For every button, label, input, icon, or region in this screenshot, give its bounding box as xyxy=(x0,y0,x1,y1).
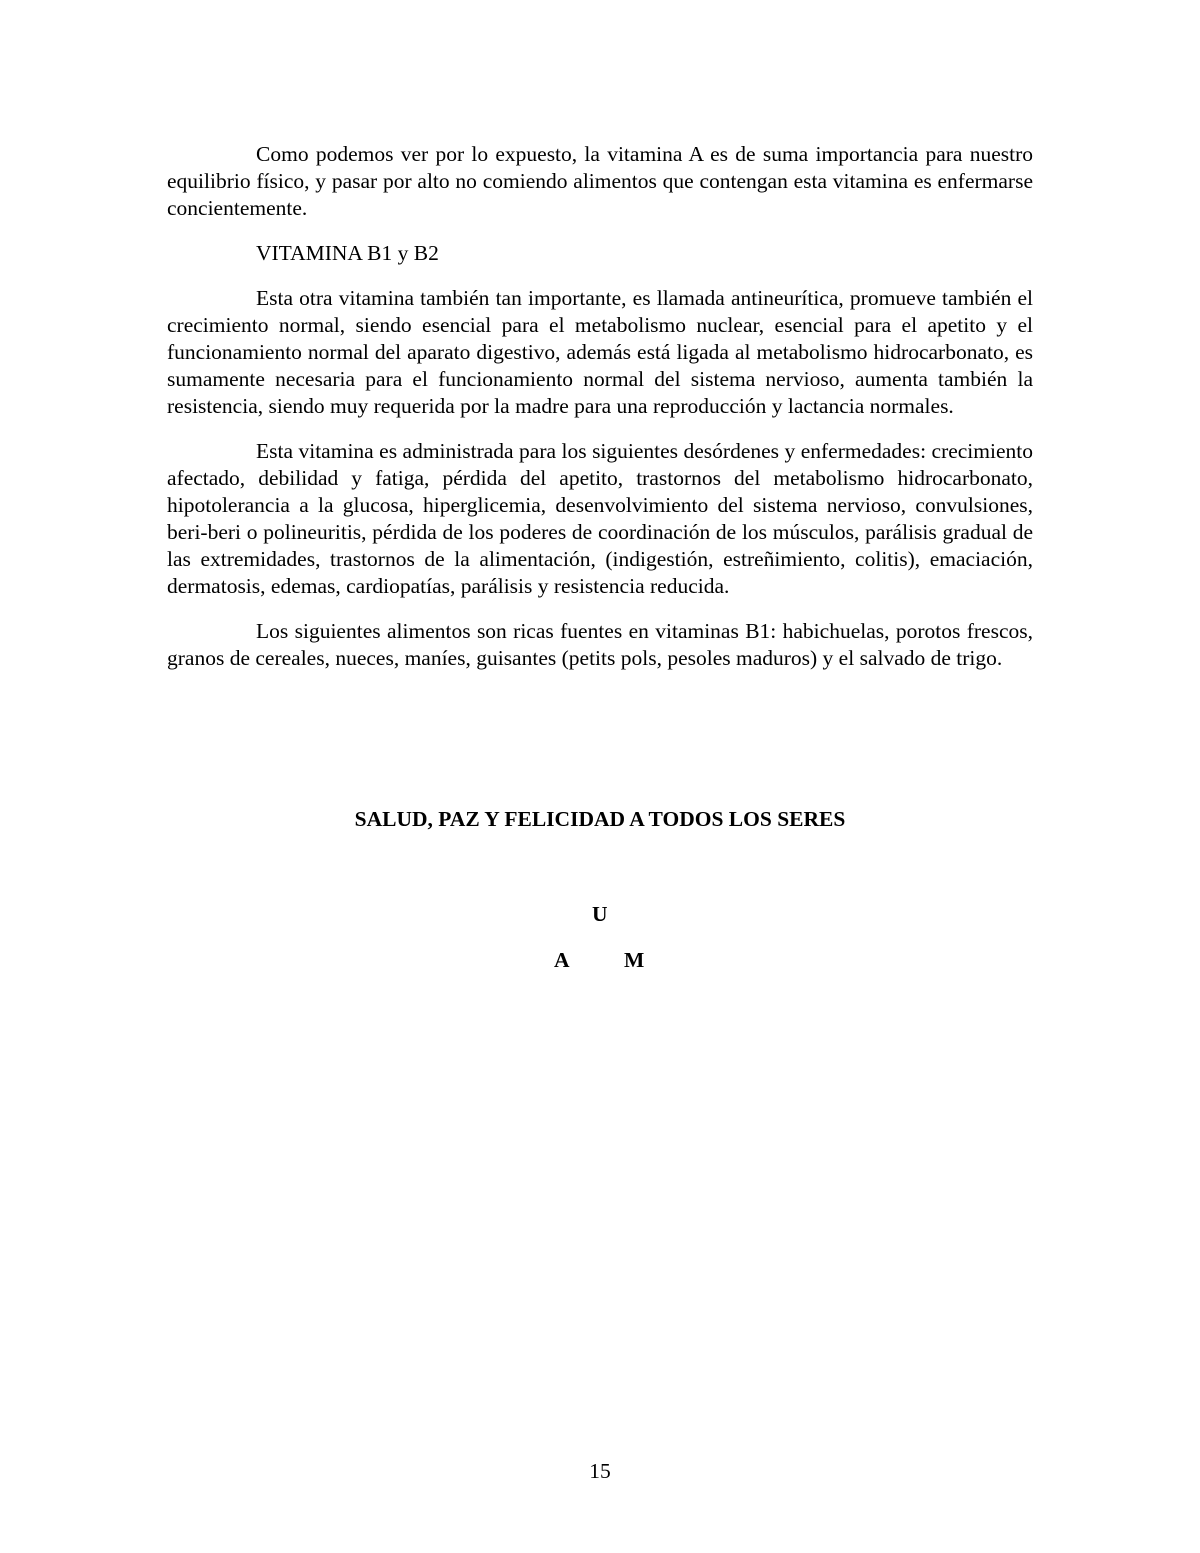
symbol-letter-a: A xyxy=(554,948,570,972)
paragraph-vitamin-b-disorders: Esta vitamina es administrada para los siguientes desórdenes y enfermedades: crecimiento afectado, debilidad y fatiga, pérdida del apetito, trastornos del metabolismo hidrocarbonato, hipotolerancia a la glucosa, hiperglicemia, desenvolvimiento del sistema nervioso, convulsiones, beri-beri o polineuritis, pérdida de los poderes de coordinación de los músculos, parálisis gradual de las extremidades, trastornos de la alimentación, (indigestión, estreñimiento, colitis), emaciación, dermatosis, edemas, cardiopatías, parálisis y resistencia reducida. xyxy=(167,439,1033,598)
closing-blessing: SALUD, PAZ Y FELICIDAD A TODOS LOS SERES xyxy=(354,807,846,831)
body-text xyxy=(167,141,1033,690)
paragraph-vitamin-b-sources: Los siguientes alimentos son ricas fuentes en vitaminas B1: habichuelas, porotos frescos, granos de cereales, nueces, maníes, guisantes (petits pols, pesoles maduros) y el salvado de trigo. xyxy=(167,619,1033,670)
symbol-letter-u: U xyxy=(592,902,608,926)
section-heading-vitamin-b: VITAMINA B1 y B2 xyxy=(256,241,439,265)
paragraph-vitamin-a-summary: Como podemos ver por lo expuesto, la vitamina A es de suma importancia para nuestro equilibrio físico, y pasar por alto no comiendo alimentos que contengan esta vitamina es enfermarse concientemente. xyxy=(167,142,1033,220)
paragraph-vitamin-b-description: Esta otra vitamina también tan importante, es llamada antineurítica, promueve también el crecimiento normal, siendo esencial para el metabolismo nuclear, esencial para el apetito y el funcionamiento normal del aparato digestivo, además está ligada al metabolismo hidrocarbonato, es sumamente necesaria para el funcionamiento normal del sistema nervioso, aumenta también la resistencia, siendo muy requerida por la madre para una reproducción y lactancia normales. xyxy=(167,286,1033,418)
symbol-letter-m: M xyxy=(624,948,645,972)
page-number: 15 xyxy=(589,1459,611,1483)
